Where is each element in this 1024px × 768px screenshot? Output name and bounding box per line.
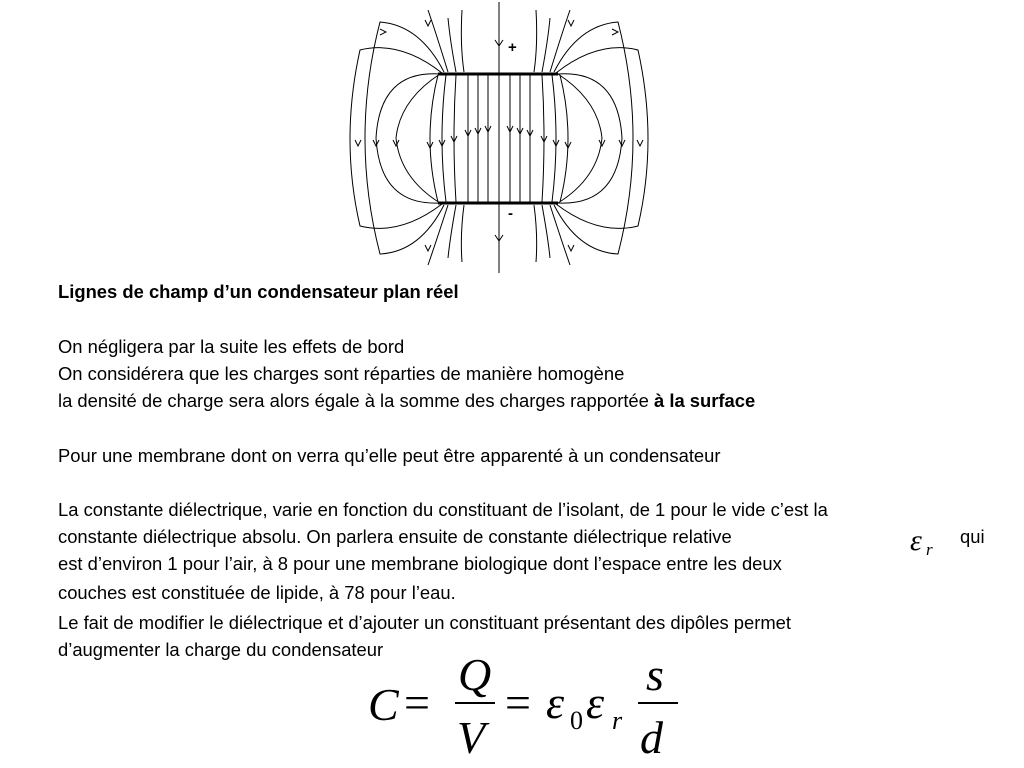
formula-equals-1: = bbox=[404, 677, 430, 728]
formula-sub-r: r bbox=[612, 706, 623, 735]
formula-s: s bbox=[646, 649, 664, 700]
subscript-r: r bbox=[926, 540, 933, 559]
text-line: Le fait de modifier le diélectrique et d’ajouter un constituant présentant des dipôles permet bbox=[58, 612, 792, 633]
figure-caption: Lignes de champ d’un condensateur plan réel bbox=[58, 281, 459, 302]
text-line: est d’environ 1 pour l’air, à 8 pour une membrane biologique dont l’espace entre les deux bbox=[58, 553, 782, 574]
fraction-bar bbox=[638, 702, 678, 704]
formula-v: V bbox=[457, 712, 486, 763]
epsilon-r-symbol bbox=[910, 524, 944, 560]
formula-c: C bbox=[368, 679, 399, 730]
density-text: la densité de charge sera alors égale à la somme des charges rapportée bbox=[58, 390, 654, 411]
plus-label: + bbox=[508, 39, 517, 56]
epsilon-glyph: ε bbox=[910, 524, 922, 557]
text-line: qui bbox=[960, 526, 985, 547]
fraction-bar bbox=[455, 702, 495, 704]
text-line: couches est constituée de lipide, à 78 pour l’eau. bbox=[58, 582, 456, 603]
formula-epsilon-r: ε bbox=[586, 677, 605, 728]
field-lines-figure bbox=[340, 0, 680, 275]
formula-d: d bbox=[640, 712, 663, 763]
text-line: La constante diélectrique, varie en fonction du constituant de l’isolant, de 1 pour le vide c’est la bbox=[58, 499, 828, 520]
formula-q: Q bbox=[458, 649, 492, 700]
formula-sub-0: 0 bbox=[570, 706, 583, 735]
text-line: d’augmenter la charge du condensateur bbox=[58, 639, 384, 660]
density-line bbox=[58, 388, 755, 414]
text-line: On considérera que les charges sont réparties de manière homogène bbox=[58, 363, 625, 384]
density-emphasis: à la surface bbox=[654, 390, 756, 411]
minus-label: - bbox=[508, 205, 513, 222]
formula-equals-2: = bbox=[505, 677, 531, 728]
formula-epsilon: ε bbox=[546, 677, 565, 728]
membrane-line: Pour une membrane dont on verra qu’elle peut être apparenté à un condensateur bbox=[58, 445, 721, 466]
text-line: constante diélectrique absolu. On parlera ensuite de constante diélectrique relative bbox=[58, 526, 732, 547]
text-line: On négligera par la suite les effets de bord bbox=[58, 336, 405, 357]
